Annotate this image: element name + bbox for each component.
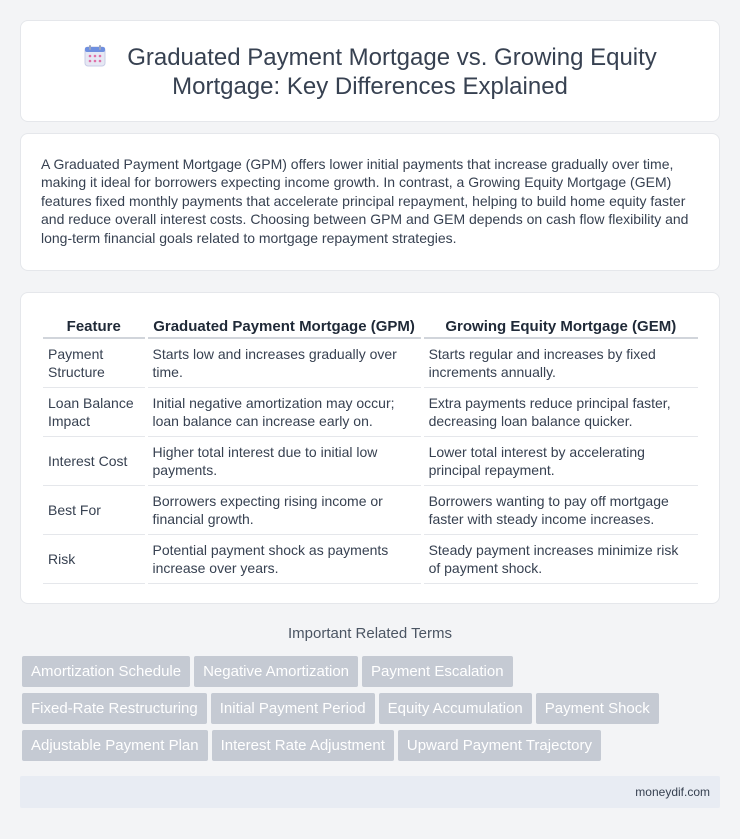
tag-interest-rate-adjustment[interactable]: Interest Rate Adjustment [212,730,394,761]
tag-fixed-rate-restructuring[interactable]: Fixed-Rate Restructuring [22,693,207,724]
table-cell-feature: Payment Structure [43,338,146,388]
tag-amortization-schedule[interactable]: Amortization Schedule [22,656,190,687]
title-card [20,20,720,122]
tag-row [22,730,722,767]
related-terms-list [22,656,722,767]
table-header-row [43,313,698,338]
table-row [43,486,698,535]
table-cell-gpm: Starts low and increases gradually over time. [146,338,422,388]
tag-adjustable-payment-plan[interactable]: Adjustable Payment Plan [22,730,208,761]
table-cell-gem: Borrowers wanting to pay off mortgage faster with steady income increases. [422,486,698,535]
header-gem: Growing Equity Mortgage (GEM) [422,313,698,338]
table-row [43,437,698,486]
tag-payment-escalation[interactable]: Payment Escalation [362,656,513,687]
summary-text: A Graduated Payment Mortgage (GPM) offers lower initial payments that increase gradually over time, making it ideal for borrowers expecting income growth. In contrast, a Growing Equity Mortgage (GEM) features fixed monthly payments that accelerate principal repayment, helping to build home equity faster and reduce overall interest costs. Choosing between GPM and GEM depends on cash flow flexibility and long-term financial goals related to mortgage repayment strategies. [41,156,689,246]
table-row [43,535,698,584]
table-row [43,338,698,388]
header-gpm: Graduated Payment Mortgage (GPM) [146,313,422,338]
summary-card [20,133,720,271]
header-feature: Feature [43,313,146,338]
title-line-2: Mortgage: Key Differences Explained [172,73,568,100]
table-cell-gpm: Higher total interest due to initial low payments. [146,437,422,486]
tag-initial-payment-period[interactable]: Initial Payment Period [211,693,375,724]
table-cell-gem: Lower total interest by accelerating principal repayment. [422,437,698,486]
table-cell-gpm: Borrowers expecting rising income or financial growth. [146,486,422,535]
tag-negative-amortization[interactable]: Negative Amortization [194,656,358,687]
table-cell-feature: Interest Cost [43,437,146,486]
tag-row [22,656,722,693]
page-title [21,43,719,101]
table-cell-feature: Loan Balance Impact [43,388,146,437]
table-cell-gem: Steady payment increases minimize risk of payment shock. [422,535,698,584]
comparison-table [43,313,698,584]
table-cell-gpm: Initial negative amortization may occur; loan balance can increase early on. [146,388,422,437]
tag-row [22,693,722,730]
footer-site[interactable]: moneydif.com [635,785,710,799]
table-cell-gem: Starts regular and increases by fixed increments annually. [422,338,698,388]
calendar-icon [83,44,107,68]
footer [20,776,720,808]
tag-upward-payment-trajectory[interactable]: Upward Payment Trajectory [398,730,601,761]
table-cell-feature: Risk [43,535,146,584]
related-terms-title: Important Related Terms [288,625,452,642]
table-cell-gem: Extra payments reduce principal faster, decreasing loan balance quicker. [422,388,698,437]
tag-payment-shock[interactable]: Payment Shock [536,693,659,724]
tag-equity-accumulation[interactable]: Equity Accumulation [379,693,532,724]
title-line-1: Graduated Payment Mortgage vs. Growing Equity [127,44,657,71]
table-cell-feature: Best For [43,486,146,535]
table-cell-gpm: Potential payment shock as payments increase over years. [146,535,422,584]
table-row [43,388,698,437]
comparison-table-card [20,292,720,604]
